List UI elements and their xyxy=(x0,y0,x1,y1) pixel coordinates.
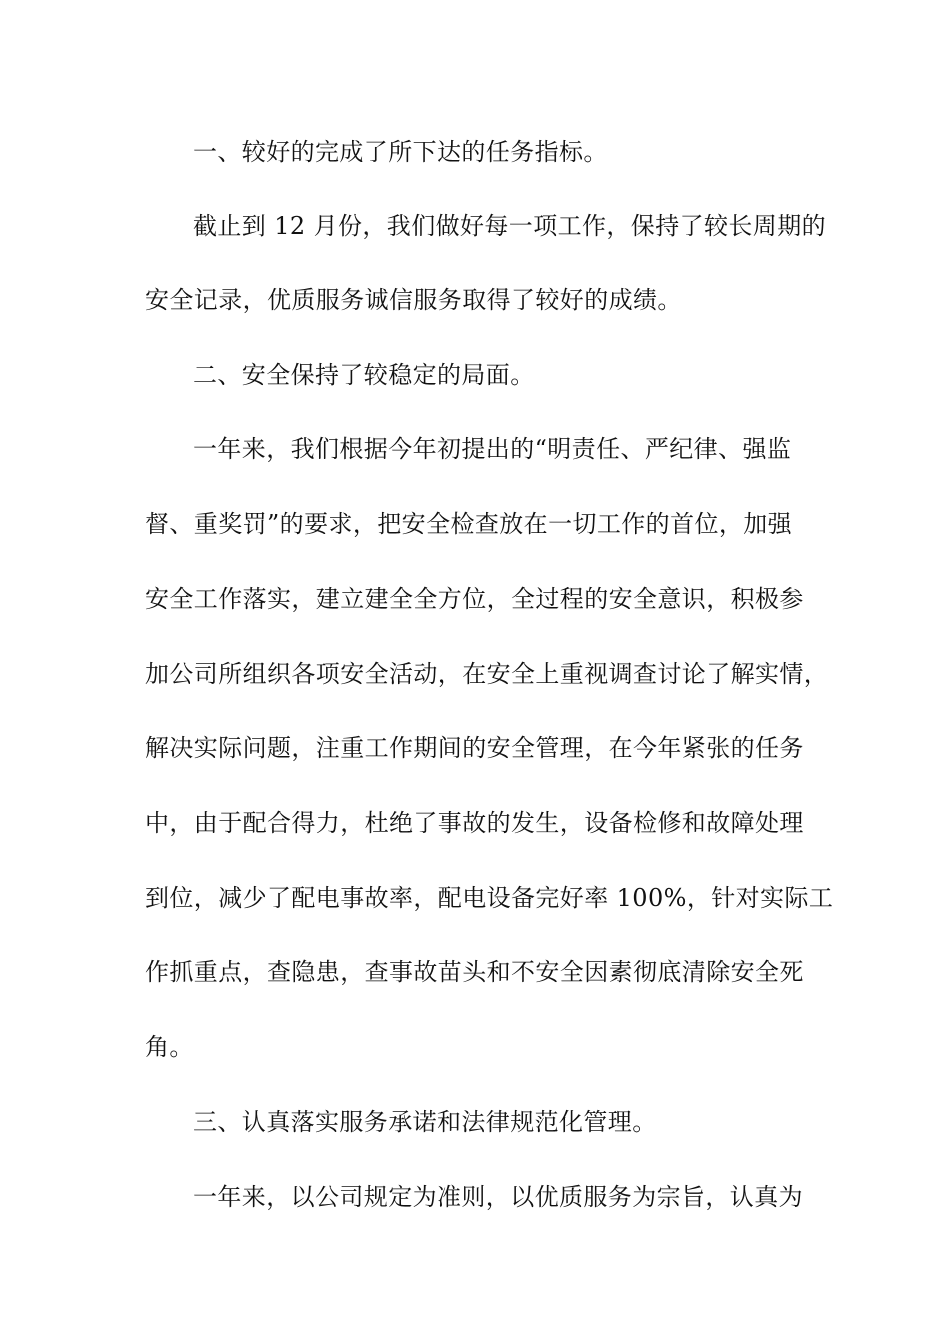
paragraph-line: 到位，减少了配电事故率，配电设备完好率 100%，针对实际工 xyxy=(145,884,834,912)
heading-task-indicators: 一、较好的完成了所下达的任务指标。 xyxy=(193,138,608,166)
paragraph-line: 角。 xyxy=(145,1033,194,1061)
paragraph-line: 安全记录，优质服务诚信服务取得了较好的成绩。 xyxy=(145,286,682,314)
paragraph-line: 督、重奖罚”的要求，把安全检查放在一切工作的首位，加强 xyxy=(145,510,793,538)
paragraph-line: 一年来，以公司规定为准则，以优质服务为宗旨，认真为 xyxy=(193,1183,803,1211)
paragraph-line: 解决实际问题，注重工作期间的安全管理，在今年紧张的任务 xyxy=(145,734,804,762)
paragraph-line: 安全工作落实，建立建全全方位，全过程的安全意识，积极参 xyxy=(145,585,804,613)
paragraph-line: 一年来，我们根据今年初提出的“明责任、严纪律、强监 xyxy=(193,435,792,463)
heading-safety: 二、安全保持了较稳定的局面。 xyxy=(193,361,535,389)
paragraph-line: 截止到 12 月份，我们做好每一项工作，保持了较长周期的 xyxy=(193,212,826,240)
paragraph-line: 中，由于配合得力，杜绝了事故的发生，设备检修和故障处理 xyxy=(145,809,804,837)
heading-service-commitment: 三、认真落实服务承诺和法律规范化管理。 xyxy=(193,1108,657,1136)
paragraph-line: 作抓重点，查隐患，查事故苗头和不安全因素彻底清除安全死 xyxy=(145,958,804,986)
paragraph-line: 加公司所组织各项安全活动，在安全上重视调查讨论了解实情， xyxy=(145,660,829,688)
